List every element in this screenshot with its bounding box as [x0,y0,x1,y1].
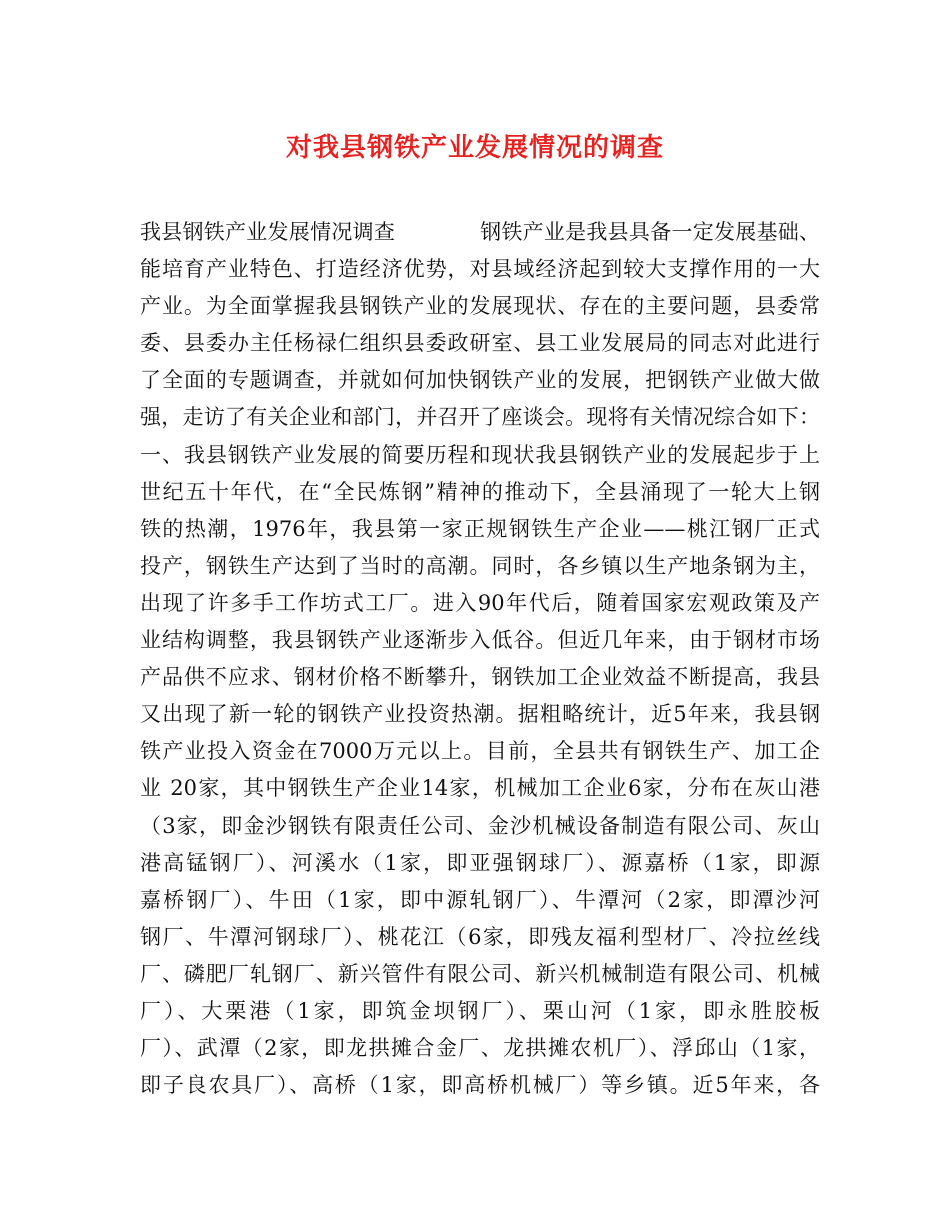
body-line: 能培育产业特色、打造经济优势，对县域经济起到较大支撑作用的一大 [140,257,820,282]
body-line: 业 20家，其中钢铁生产企业14家，机械加工企业6家，分布在灰山港 [140,776,820,801]
body-line: 出现了许多手工作坊式工厂。进入90年代后，随着国家宏观政策及产 [140,590,820,615]
body-line: 嘉桥钢厂）、牛田（1家，即中源轧钢厂）、牛潭河（2家，即潭沙河 [140,887,820,912]
body-line: 世纪五十年代，在“全民炼钢”精神的推动下，全县涌现了一轮大上钢 [140,479,820,504]
document-title: 对我县钢铁产业发展情况的调查 [285,133,664,163]
body-line: 业结构调整，我县钢铁产业逐渐步入低谷。但近几年来，由于钢材市场 [140,628,820,653]
body-line: 厂）、大栗港（1家，即筑金坝钢厂）、栗山河（1家，即永胜胶板 [140,998,820,1023]
body-line: 厂、磷肥厂轧钢厂、新兴管件有限公司、新兴机械制造有限公司、机械 [140,961,820,986]
body-line: 强，走访了有关企业和部门，并召开了座谈会。现将有关情况综合如下： [140,405,820,430]
body-line: （3家，即金沙钢铁有限责任公司、金沙机械设备制造有限公司、灰山 [140,813,820,838]
body-line: 又出现了新一轮的钢铁产业投资热潮。据粗略统计，近5年来，我县钢 [140,702,820,727]
body-line: 铁产业投入资金在7000万元以上。目前，全县共有钢铁生产、加工企 [140,739,820,764]
body-line: 铁的热潮，1976年，我县第一家正规钢铁生产企业——桃江钢厂正式 [140,516,820,541]
body-line: 了全面的专题调查，并就如何加快钢铁产业的发展，把钢铁产业做大做 [140,368,820,393]
body-line: 产品供不应求、钢材价格不断攀升，钢铁加工企业效益不断提高，我县 [140,665,820,690]
body-line: 港高锰钢厂）、河溪水（1家，即亚强钢球厂）、源嘉桥（1家，即源 [140,850,820,875]
body-line: 钢厂、牛潭河钢球厂）、桃花江（6家，即残友福利型材厂、冷拉丝线 [140,924,820,949]
body-line: 厂）、武潭（2家，即龙拱摊合金厂、龙拱摊农机厂）、浮邱山（1家， [140,1036,820,1061]
body-line: 委、县委办主任杨禄仁组织县委政研室、县工业发展局的同志对此进行 [140,331,820,356]
body-line: 我县钢铁产业发展情况调查 钢铁产业是我县具备一定发展基础、 [140,220,820,244]
body-line: 即子良农具厂）、高桥（1家，即高桥机械厂）等乡镇。近5年来，各 [140,1073,820,1098]
body-line: 投产，钢铁生产达到了当时的高潮。同时，各乡镇以生产地条钢为主， [140,553,820,578]
document-body [140,214,820,1104]
body-line: 产业。为全面掌握我县钢铁产业的发展现状、存在的主要问题，县委常 [140,294,820,319]
body-line: 一、我县钢铁产业发展的简要历程和现状我县钢铁产业的发展起步于上 [140,442,820,467]
